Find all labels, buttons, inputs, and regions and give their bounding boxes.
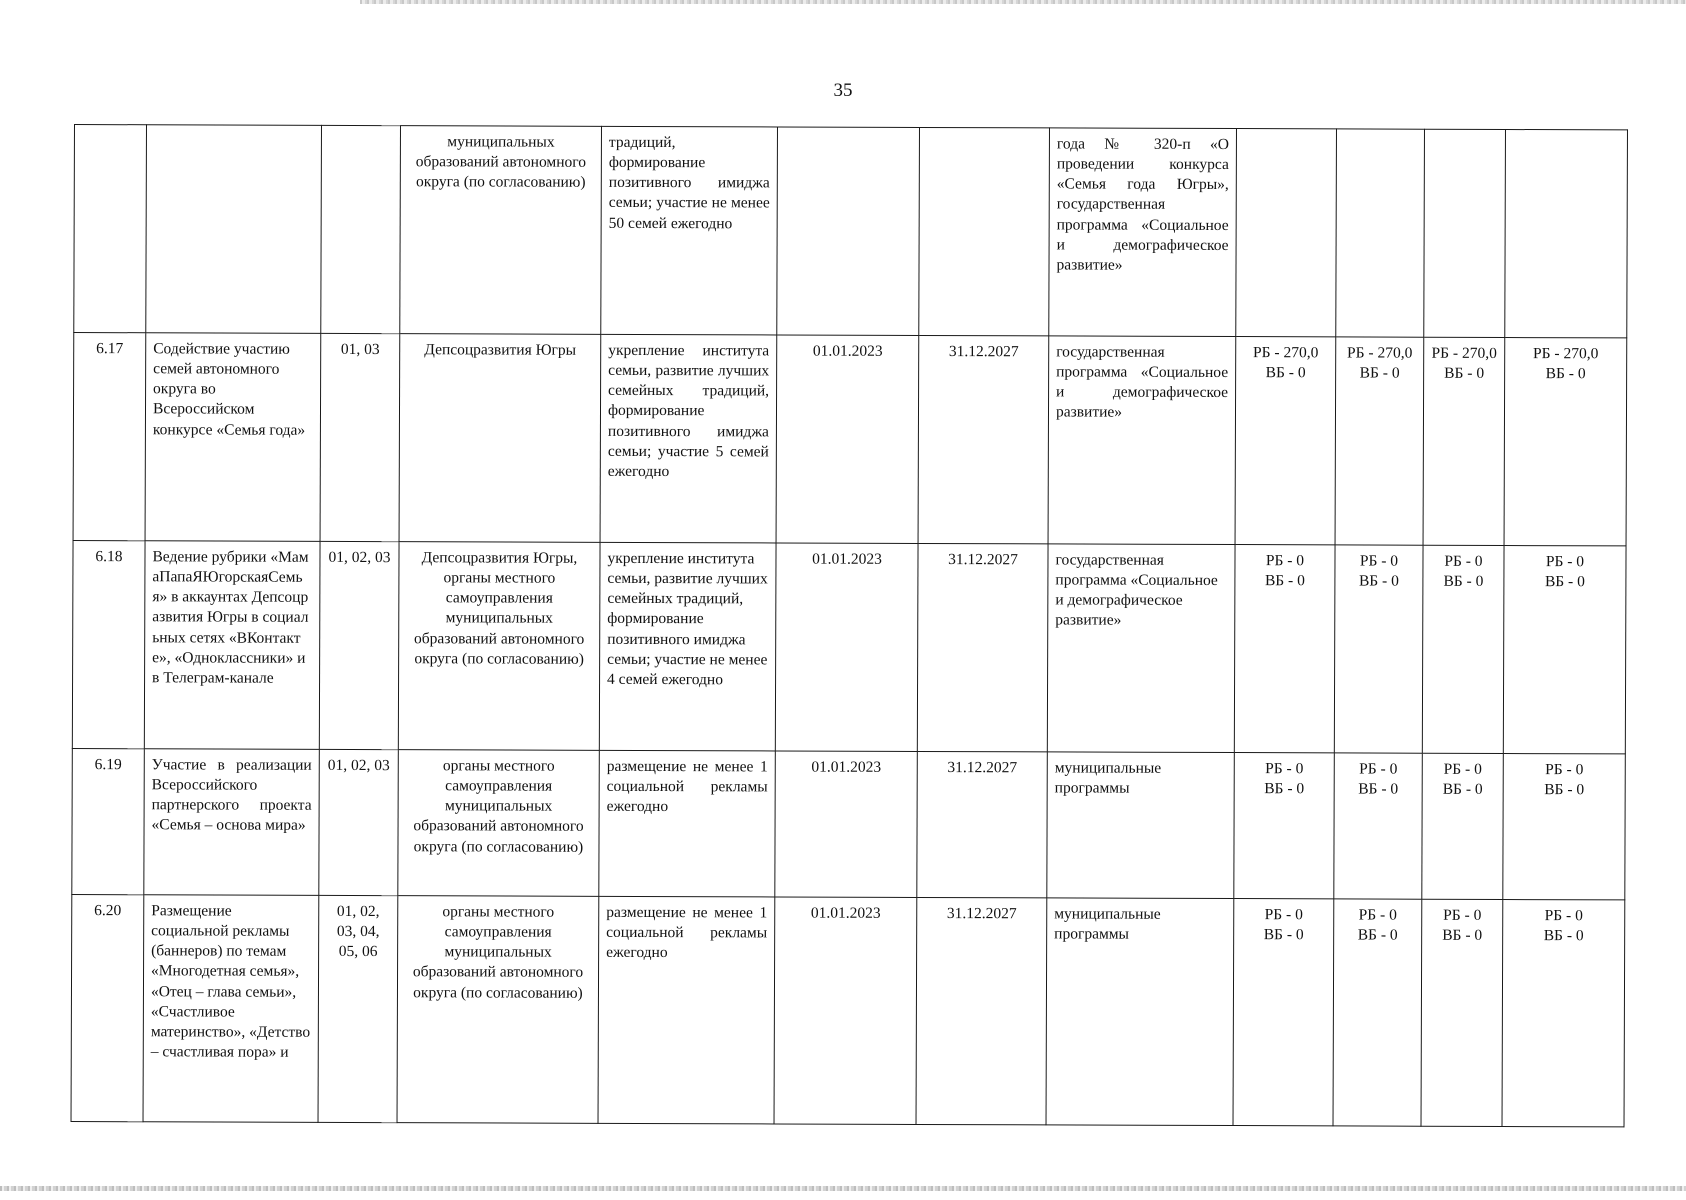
cell-result: размещение не менее 1 социальной рекламы ежегодно [598, 896, 775, 1124]
cell-financing-1 [1234, 545, 1335, 753]
cell-start-date: 01.01.2023 [776, 335, 919, 543]
cell-financing-4 [1503, 545, 1626, 753]
cell-number: 6.20 [71, 894, 144, 1121]
financing-rb: РБ - 0 [1443, 906, 1482, 924]
cell-financing-1 [1236, 129, 1337, 337]
financing-rb: РБ - 0 [1359, 552, 1399, 570]
cell-activity-name [146, 125, 322, 334]
financing-rb: РБ - 270,0 [1253, 344, 1319, 362]
financing-rb: РБ - 270,0 [1347, 344, 1413, 362]
financing-vb: ВБ - 0 [1358, 780, 1399, 798]
cell-financing-2 [1333, 899, 1422, 1126]
cell-document: государственная программа «Социальное и демографическое развитие» [1047, 544, 1235, 753]
financing-rb: РБ - 0 [1359, 760, 1398, 778]
cell-document: муниципальные программы [1046, 898, 1234, 1126]
cell-financing-4 [1504, 337, 1627, 545]
cell-executor: органы местного самоуправления муниципальных образований автономного округа (по согласованию) [398, 750, 600, 897]
cell-activity-name: Участие в реализации Всероссийского партнерского проекта «Семья – основа мира» [144, 749, 320, 896]
financing-vb: ВБ - 0 [1442, 926, 1483, 945]
financing-vb: ВБ - 0 [1358, 572, 1399, 590]
cell-number: 6.17 [73, 333, 146, 541]
table-row [73, 333, 1627, 546]
financing-vb: ВБ - 0 [1265, 364, 1306, 382]
financing-vb: ВБ - 0 [1543, 927, 1584, 945]
cell-end-date: 31.12.2027 [917, 543, 1048, 751]
financing-vb: ВБ - 0 [1444, 364, 1485, 383]
cell-financing-2 [1334, 545, 1423, 753]
cell-document: государственная программа «Социальное и демографическое развитие» [1048, 336, 1236, 545]
cell-end-date: 31.12.2027 [917, 751, 1048, 897]
financing-vb: ВБ - 0 [1545, 365, 1586, 383]
table-row [72, 540, 1626, 753]
plan-table [71, 124, 1628, 1127]
cell-financing-2 [1336, 129, 1425, 337]
cell-activity-name: Размещение социальной рекламы (баннеров) по темам «Многодетная семья», «Отец – глава семьи», «Счастливое материнство», «Детство – счастливая пора» и [143, 895, 319, 1123]
cell-financing-3 [1422, 545, 1504, 753]
cell-activity-name: Ведение рубрики «МамаПапаЯЮгорскаяСемья» в аккаунтах Депсоцразвития Югры в социальных сетях «ВКонтакте», «Одноклассники» и в Телеграм-канале [144, 541, 320, 750]
scan-edge-top [360, 0, 1686, 4]
table-row [74, 125, 1628, 338]
cell-start-date [777, 127, 920, 335]
cell-document: муниципальные программы [1047, 752, 1235, 899]
table-row [72, 748, 1626, 899]
financing-vb: ВБ - 0 [1264, 572, 1305, 590]
cell-number: 6.18 [72, 540, 145, 748]
financing-rb: РБ - 270,0 [1533, 345, 1599, 363]
cell-financing-3 [1422, 753, 1504, 899]
cell-executor: органы местного самоуправления муниципальных образований автономного округа (по согласованию) [397, 896, 599, 1124]
cell-financing-4 [1502, 899, 1625, 1126]
cell-end-date: 31.12.2027 [918, 335, 1049, 543]
cell-codes: 01, 02, 03 [319, 749, 399, 895]
financing-rb: РБ - 0 [1443, 760, 1482, 778]
page-number: 35 [833, 80, 853, 101]
cell-executor: Депсоцразвития Югры [399, 334, 601, 543]
cell-financing-4 [1505, 129, 1628, 337]
cell-result: традиций, формирование позитивного имиджа семьи; участие не менее 50 семей ежегодно [601, 126, 778, 335]
cell-financing-2 [1334, 753, 1423, 899]
financing-vb: ВБ - 0 [1443, 572, 1484, 591]
cell-number: 6.19 [72, 748, 145, 894]
cell-result: укрепление института семьи, развитие лучших семейных традиций, формирование позитивного имиджа семьи; участие 5 семей ежегодно [600, 334, 777, 543]
table-row [71, 894, 1625, 1126]
financing-vb: ВБ - 0 [1544, 781, 1585, 799]
financing-rb: РБ - 270,0 [1431, 344, 1497, 362]
scan-edge-bottom [0, 1186, 1686, 1191]
financing-rb: РБ - 0 [1545, 761, 1584, 779]
cell-result: размещение не менее 1 социальной рекламы ежегодно [599, 750, 776, 897]
cell-result: укрепление института семьи, развитие лучших семейных традиций, формирование позитивного имиджа семьи; участие не менее 4 семей ежегодно [599, 542, 776, 751]
cell-financing-1 [1235, 337, 1336, 545]
financing-vb: ВБ - 0 [1544, 573, 1585, 591]
cell-activity-name: Содействие участию семей автономного округа во Всероссийском конкурсе «Семья года» [145, 333, 321, 542]
cell-document: года № 320-п «О проведении конкурса «Семья года Югры», государственная программа «Социальное и демографическое развитие» [1049, 128, 1237, 337]
cell-financing-3 [1424, 129, 1506, 337]
cell-financing-3 [1421, 899, 1503, 1126]
cell-financing-1 [1234, 753, 1335, 899]
cell-financing-2 [1335, 337, 1424, 545]
cell-start-date: 01.01.2023 [775, 543, 918, 751]
cell-executor: муниципальных образований автономного округа (по согласованию) [400, 126, 602, 335]
cell-start-date: 01.01.2023 [775, 751, 918, 897]
financing-rb: РБ - 0 [1265, 552, 1305, 570]
cell-financing-3 [1423, 337, 1505, 545]
cell-end-date: 31.12.2027 [916, 897, 1047, 1124]
cell-codes: 01, 02, 03, 04, 05, 06 [318, 895, 398, 1122]
cell-start-date: 01.01.2023 [774, 897, 917, 1124]
financing-vb: ВБ - 0 [1357, 926, 1398, 944]
financing-vb: ВБ - 0 [1263, 926, 1304, 944]
financing-rb: РБ - 0 [1265, 760, 1304, 778]
cell-financing-4 [1503, 753, 1626, 899]
cell-codes: 01, 03 [320, 333, 400, 541]
cell-financing-1 [1233, 899, 1334, 1126]
financing-vb: ВБ - 0 [1442, 780, 1483, 799]
cell-codes [321, 125, 401, 333]
cell-executor: Депсоцразвития Югры, органы местного самоуправления муниципальных образований автономного округа (по согласованию) [398, 542, 600, 751]
financing-rb: РБ - 0 [1264, 906, 1303, 924]
financing-rb: РБ - 0 [1358, 906, 1397, 924]
cell-number [74, 125, 147, 333]
financing-rb: РБ - 0 [1545, 553, 1585, 571]
cell-end-date [919, 127, 1050, 335]
financing-rb: РБ - 0 [1544, 907, 1583, 925]
financing-rb: РБ - 0 [1444, 552, 1483, 570]
financing-vb: ВБ - 0 [1359, 364, 1400, 382]
financing-vb: ВБ - 0 [1264, 780, 1305, 798]
cell-codes: 01, 02, 03 [319, 541, 399, 749]
